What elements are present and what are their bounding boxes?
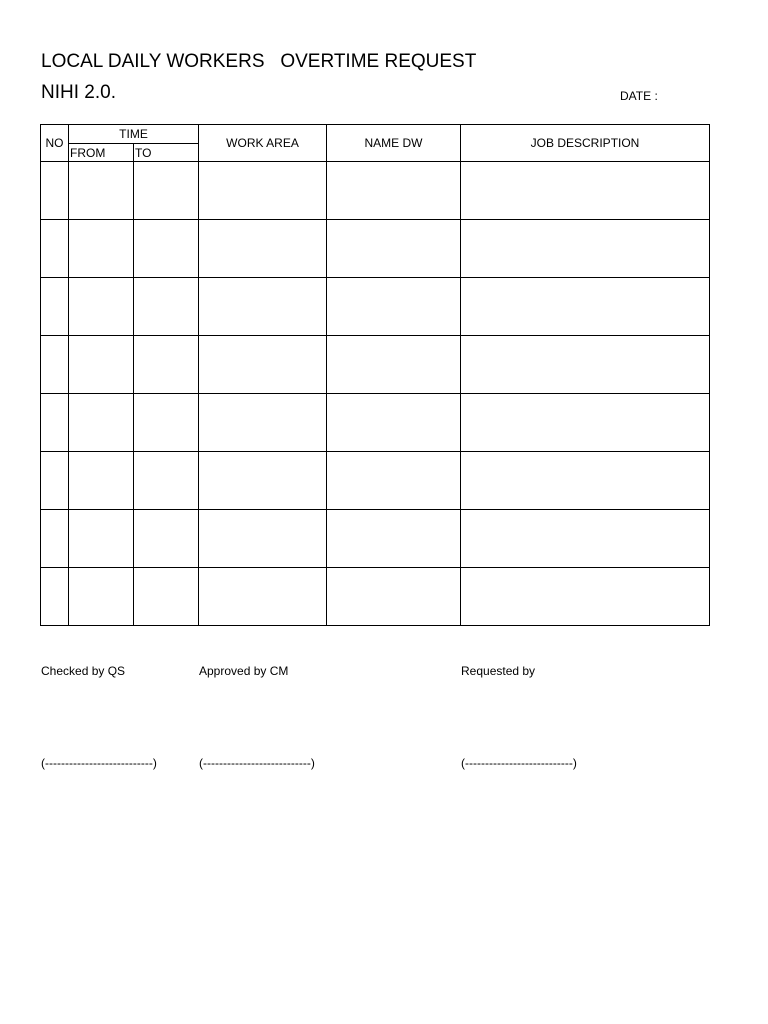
header-work-area: WORK AREA	[199, 125, 327, 162]
cell-from	[69, 336, 134, 394]
header-time: TIME	[69, 125, 199, 144]
requested-by-signature-line: (---------------------------)	[461, 756, 577, 770]
header-no: NO	[41, 125, 69, 162]
requested-by-label: Requested by	[461, 664, 536, 678]
table-row	[41, 220, 710, 278]
cell-from	[69, 452, 134, 510]
cell-to	[134, 336, 199, 394]
cell-work-area	[199, 452, 327, 510]
cell-no	[41, 510, 69, 568]
cell-work-area	[199, 394, 327, 452]
header-from: FROM	[69, 144, 134, 162]
cell-name-dw	[327, 220, 461, 278]
cell-name-dw	[327, 162, 461, 220]
cell-from	[69, 278, 134, 336]
cell-name-dw	[327, 278, 461, 336]
cell-from	[69, 220, 134, 278]
cell-job-description	[461, 394, 710, 452]
cell-no	[41, 220, 69, 278]
form-subtitle: NIHI 2.0.	[41, 82, 116, 103]
cell-name-dw	[327, 336, 461, 394]
cell-name-dw	[327, 568, 461, 626]
cell-name-dw	[327, 510, 461, 568]
header-job-description: JOB DESCRIPTION	[461, 125, 710, 162]
cell-job-description	[461, 162, 710, 220]
table-row	[41, 394, 710, 452]
cell-to	[134, 568, 199, 626]
table-row	[41, 568, 710, 626]
table-row	[41, 452, 710, 510]
cell-from	[69, 568, 134, 626]
cell-from	[69, 510, 134, 568]
cell-work-area	[199, 220, 327, 278]
cell-to	[134, 220, 199, 278]
cell-name-dw	[327, 394, 461, 452]
cell-to	[134, 162, 199, 220]
cell-work-area	[199, 278, 327, 336]
cell-to	[134, 510, 199, 568]
checked-by-signature-line: (---------------------------)	[41, 756, 157, 770]
cell-no	[41, 278, 69, 336]
cell-work-area	[199, 162, 327, 220]
approved-by-label: Approved by CM	[199, 664, 289, 678]
cell-no	[41, 162, 69, 220]
overtime-table	[40, 124, 710, 626]
cell-to	[134, 278, 199, 336]
cell-work-area	[199, 510, 327, 568]
cell-job-description	[461, 568, 710, 626]
table-row	[41, 336, 710, 394]
date-label: DATE :	[620, 89, 658, 103]
header-name-dw: NAME DW	[327, 125, 461, 162]
cell-name-dw	[327, 452, 461, 510]
cell-job-description	[461, 220, 710, 278]
checked-by-label: Checked by QS	[41, 664, 126, 678]
approved-by-signature-line: (---------------------------)	[199, 756, 315, 770]
table-row	[41, 162, 710, 220]
cell-work-area	[199, 336, 327, 394]
cell-to	[134, 394, 199, 452]
cell-job-description	[461, 278, 710, 336]
table-row	[41, 510, 710, 568]
cell-job-description	[461, 452, 710, 510]
header-to: TO	[134, 144, 199, 162]
cell-no	[41, 452, 69, 510]
cell-job-description	[461, 336, 710, 394]
cell-work-area	[199, 568, 327, 626]
table-row	[41, 278, 710, 336]
cell-from	[69, 162, 134, 220]
cell-no	[41, 336, 69, 394]
cell-job-description	[461, 510, 710, 568]
form-title: LOCAL DAILY WORKERS OVERTIME REQUEST	[41, 51, 477, 72]
cell-to	[134, 452, 199, 510]
cell-no	[41, 394, 69, 452]
cell-from	[69, 394, 134, 452]
cell-no	[41, 568, 69, 626]
